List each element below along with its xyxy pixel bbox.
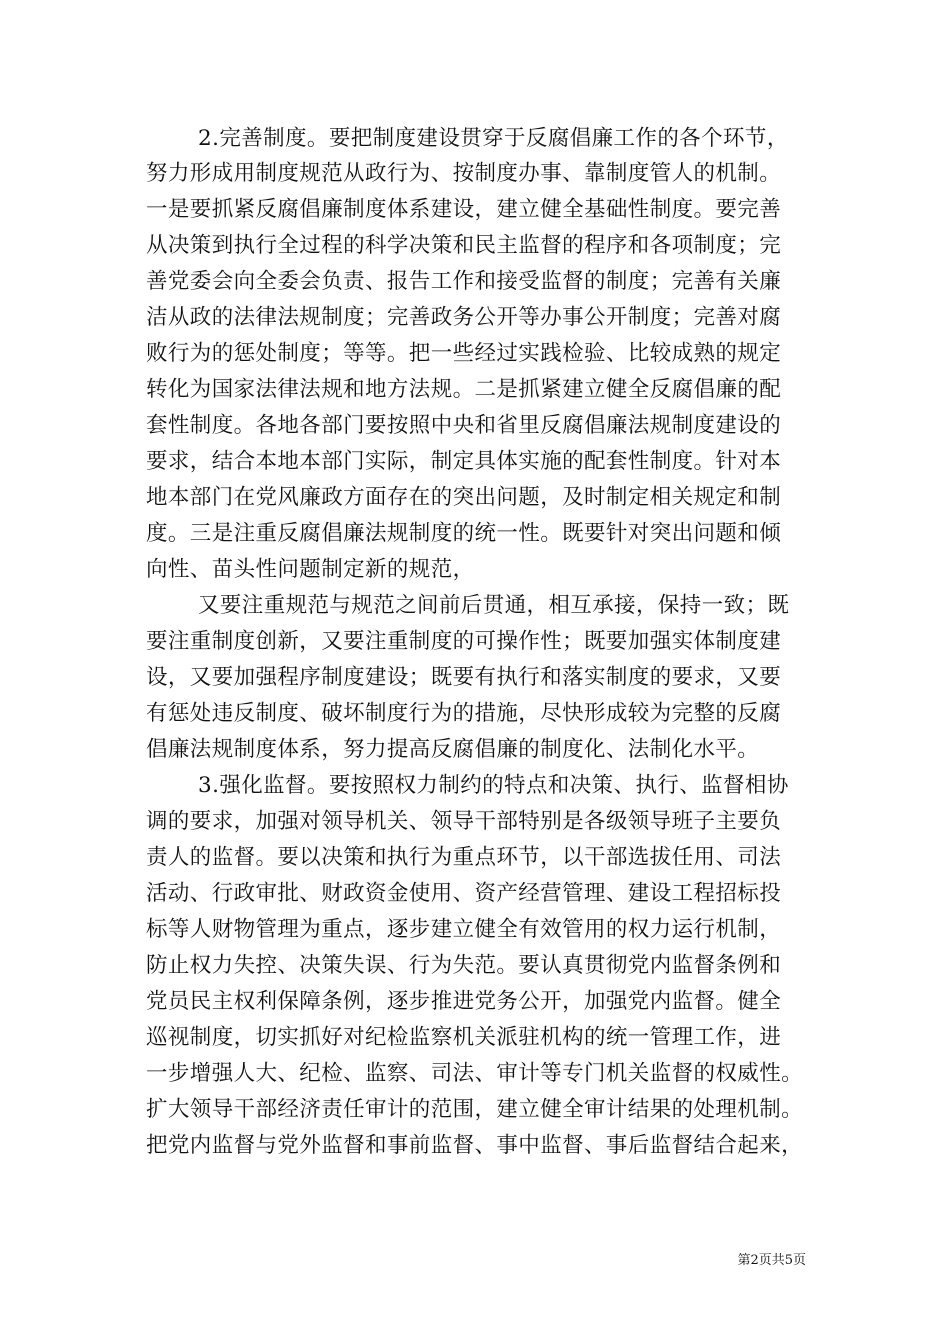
text-line: 防止权力失控、决策失误、行为失范。要认真贯彻党内监督条例和 [146,953,782,978]
text-line: 设，又要加强程序制度建设；既要有执行和落实制度的要求，又要 [146,665,782,690]
text-line: 又要注重规范与规范之间前后贯通，相互承接，保持一致；既 [198,593,790,618]
text-line: 套性制度。各地各部门要按照中央和省里反腐倡廉法规制度建设的 [146,413,782,438]
text-line: 扩大领导干部经济责任审计的范围，建立健全审计结果的处理机制。 [146,1097,804,1122]
page-number: 第2页共5页 [737,1253,806,1268]
text-line: 有惩处违反制度、破坏制度行为的措施，尽快形成较为完整的反腐 [146,701,782,726]
text-line: 一是要抓紧反腐倡廉制度体系建设，建立健全基础性制度。要完善 [146,197,782,222]
text-line: 从决策到执行全过程的科学决策和民主监督的程序和各项制度；完 [146,233,782,258]
text-line: 度。三是注重反腐倡廉法规制度的统一性。既要针对突出问题和倾 [146,521,782,546]
text-line: 洁从政的法律法规制度；完善政务公开等办事公开制度；完善对腐 [146,305,782,330]
text-line: 2.完善制度。要把制度建设贯穿于反腐倡廉工作的各个环节， [198,126,789,151]
text-line: 转化为国家法律法规和地方法规。二是抓紧建立健全反腐倡廉的配 [146,377,782,402]
text-line: 3.强化监督。要按照权力制约的特点和决策、执行、监督相协 [198,773,789,798]
text-line: 倡廉法规制度体系，努力提高反腐倡廉的制度化、法制化水平。 [146,737,760,762]
text-line: 败行为的惩处制度；等等。把一些经过实践检验、比较成熟的规定 [146,341,782,366]
text-line: 一步增强人大、纪检、监察、司法、审计等专门机关监督的权威性。 [146,1061,804,1086]
text-line: 责人的监督。要以决策和执行为重点环节，以干部选拔任用、司法 [146,845,782,870]
text-line: 党员民主权利保障条例，逐步推进党务公开，加强党内监督。健全 [146,989,782,1014]
text-line: 努力形成用制度规范从政行为、按制度办事、靠制度管人的机制。 [146,161,782,186]
text-line: 善党委会向全委会负责、报告工作和接受监督的制度；完善有关廉 [146,269,782,294]
text-line: 标等人财物管理为重点，逐步建立健全有效管用的权力运行机制， [146,917,782,942]
text-line: 要求，结合本地本部门实际，制定具体实施的配套性制度。针对本 [146,449,782,474]
text-line: 活动、行政审批、财政资金使用、资产经营管理、建设工程招标投 [146,881,782,906]
text-line: 调的要求，加强对领导机关、领导干部特别是各级领导班子主要负 [146,809,782,834]
text-line: 地本部门在党风廉政方面存在的突出问题，及时制定相关规定和制 [146,485,782,510]
text-line: 向性、苗头性问题制定新的规范， [146,557,475,582]
text-line: 把党内监督与党外监督和事前监督、事中监督、事后监督结合起来， [146,1133,804,1158]
text-line: 巡视制度，切实抓好对纪检监察机关派驻机构的统一管理工作，进 [146,1025,782,1050]
text-line: 要注重制度创新，又要注重制度的可操作性；既要加强实体制度建 [146,629,782,654]
